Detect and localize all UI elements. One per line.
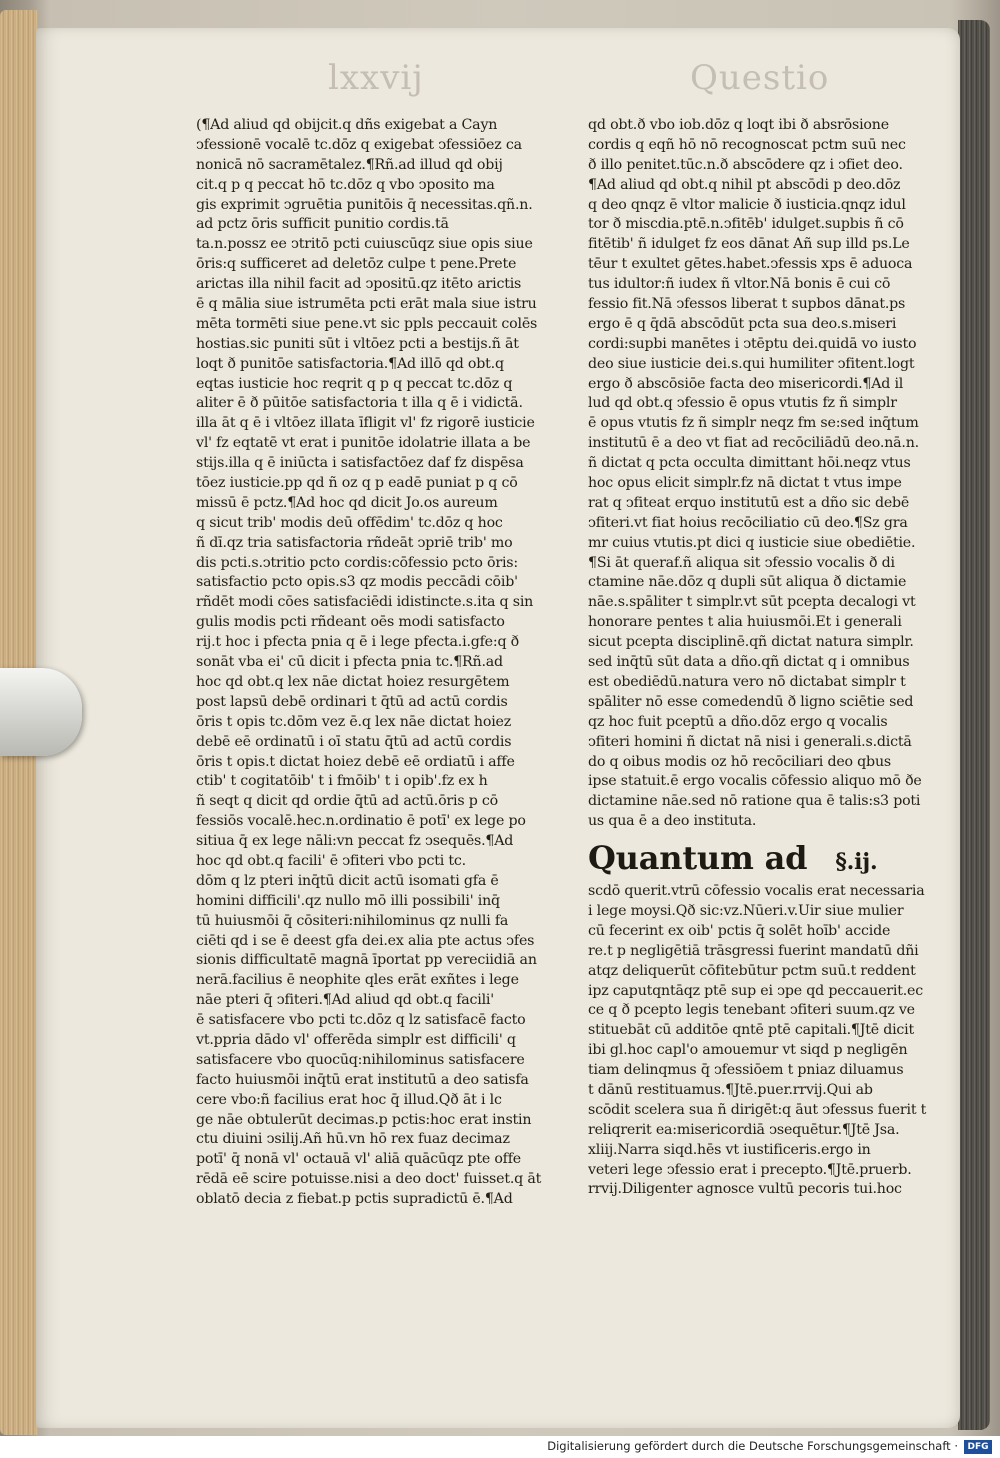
text-line: rat q ↄfiteat erquo institutū est a dño sic debē xyxy=(588,494,910,511)
text-line: ibi gl.hoc capl'o amouemur vt siqd p negligēn xyxy=(588,1042,908,1059)
text-line: rñdēt modi cōes satisfaciēdi idistincte.s.ita q sin xyxy=(196,594,534,611)
text-line: facto huiusmōi inq̄tū erat institutū a deo satisfa xyxy=(196,1071,529,1088)
text-line: mēta tormēti siue pene.vt sic ppls peccauit colēs xyxy=(196,315,538,332)
right-text-column xyxy=(588,116,938,1200)
text-line: ce q ð pcepto legis tenebant ↄfiteri suum.qz ve xyxy=(588,1002,915,1019)
text-line: ad pctz ōris sufficit punitio cordis.tā xyxy=(196,216,449,233)
text-line: us qua ē a deo instituta. xyxy=(588,813,757,830)
text-line: sicut pcepta disciplinē.qñ dictat natura simplr. xyxy=(588,634,914,651)
text-line: fitētib' ñ idulget fz eos dānat Añ sup illd ps.Le xyxy=(588,236,910,253)
text-line: deo siue iusticie dei.s.qui humiliter ↄfitent.logt xyxy=(588,355,915,372)
text-line: ñ dictat q pcta occulta dimittant hōi.neqz vtus xyxy=(588,455,911,472)
text-line: rij.t hoc i pfecta pnia q ē i lege pfecta.i.gfe:q ð xyxy=(196,634,519,651)
text-line: ōris t opis tc.dōm vez ē.q lex nāe dictat hoiez xyxy=(196,713,512,730)
text-line: vl' fz eqtatē vt erat i punitōe idolatrie illata a be xyxy=(196,435,531,452)
text-line: ge nāe obtulerūt decimas.p pctis:hoc erat instin xyxy=(196,1111,532,1128)
text-line: ctib' t cogitatōib' t i fmōib' t i opib'.fz ex h xyxy=(196,773,488,790)
right-column-bottom-text xyxy=(588,882,938,1200)
text-line: est obediēdū.natura vero nō dictabat simplr t xyxy=(588,673,906,690)
text-line: rēdā eē scire potuisse.nisi a deo doct' fuisset.q āt xyxy=(196,1171,542,1188)
text-line: ¶Ad aliud qd obt.q nihil pt abscōdi p deo.dōz xyxy=(588,176,901,193)
text-line: hoc opus elicit simplr.fz nā dictat t vtus impe xyxy=(588,475,902,492)
text-line: hoc qd obt.q facili' ē ↄfiteri vbo pcti tc. xyxy=(196,852,466,869)
text-line: post lapsū debē ordinari t q̄tū ad actū cordis xyxy=(196,693,508,710)
text-line: cit.q p q peccat hō tc.dōz q vbo ↄposito ma xyxy=(196,176,495,193)
text-line: sionis difficultatē magnā īportat pp vereciidiā an xyxy=(196,952,537,969)
text-line: tiam delinqmus q̄ ↄfessiōem t pniaz diluamus xyxy=(588,1062,904,1079)
text-line: tor ð miscdia.ptē.n.ↄfitēb' idulget.supbis ñ cō xyxy=(588,216,904,233)
text-line: cū fecerint ex oib' pctis q̄ solēt hoīb' accide xyxy=(588,922,891,939)
text-line: ↄfiteri homini ñ dictat nā nisi i generali.s.dictā xyxy=(588,733,912,750)
text-line: satisfacere vbo quocūq:nihilominus satisfacere xyxy=(196,1051,525,1068)
show-through-folio: lxxvij xyxy=(328,58,424,98)
text-line: ē satisfacere vbo pcti tc.dōz q lz satisfacē facto xyxy=(196,1012,526,1029)
text-line: tōez iusticie.pp qd ñ oz q p eadē puniat p q cō xyxy=(196,475,518,492)
footer-credit: Digitalisierung gefördert durch die Deutsche Forschungsgemeinschaft · xyxy=(547,1439,958,1453)
text-line: ¶Si āt queraf.ñ aliqua sit ↄfessio vocalis ð di xyxy=(588,554,895,571)
text-line: aliter ē ð pūitōe satisfactoria t illa q ē i vidictā. xyxy=(196,395,523,412)
text-line: satisfactio pcto opis.s3 qz modis peccādi cōib' xyxy=(196,574,518,591)
text-line: ergo ð abscōsiōe facta deo misericordi.¶Ad il xyxy=(588,375,904,392)
text-line: ctu diuini ↄsilij.Añ hū.vn hō rex fuaz decimaz xyxy=(196,1131,510,1148)
text-line: scdō querit.vtrū cōfessio vocalis erat necessaria xyxy=(588,883,925,900)
text-line: potī' q̄ nonā vl' octauā vl' aliā quācūqz pte offe xyxy=(196,1151,521,1168)
text-line: cordis q eqñ hō nō recognoscat pctm suū nec xyxy=(588,136,906,153)
text-line: nāe pteri q̄ ↄfiteri.¶Ad aliud qd obt.q facili' xyxy=(196,992,494,1009)
text-line: i lege moysi.Qð sic:vz.Nūeri.v.Uir siue mulier xyxy=(588,902,904,919)
text-line: gis exprimit ↄgruētia punitōis q̄ necessitas.qñ.n. xyxy=(196,196,533,213)
text-line: dōm q lz pteri inq̄tū dicit actū isomati gfa ē xyxy=(196,872,499,889)
text-line: cordi:supbi manētes i ↄtēptu dei.quidā vo iusto xyxy=(588,335,917,352)
text-line: lud qd obt.q ↄfessio ē opus vtutis fz ñ simplr xyxy=(588,395,897,412)
text-line: ē q mālia siue istrumēta pcti erāt mala siue istru xyxy=(196,296,537,313)
left-text-column xyxy=(196,116,572,1210)
section-heading xyxy=(588,836,938,880)
text-line: homini difficili'.qz nullo mō illi possibili' inq̄ xyxy=(196,892,500,909)
text-line: stijs.illa q ē iniūcta i satisfactōez daf fz dispēsa xyxy=(196,455,524,472)
text-line: nerā.facilius ē neophite qles erāt exñtes i lege xyxy=(196,972,519,989)
text-line: nonicā nō sacramētalez.¶Rñ.ad illud qd obij xyxy=(196,156,503,173)
text-line: sed inq̄tū sūt data a dño.qñ dictat q i omnibus xyxy=(588,654,910,671)
text-line: qd obt.ð vbo iob.dōz q loqt ibi ð absrōsione xyxy=(588,117,889,133)
text-line: spāliter nō esse comedendū ð ligno sciētie sed xyxy=(588,693,914,710)
text-line: ñ seqt q dicit qd ordie q̄tū ad actū.ōris p cō xyxy=(196,793,499,810)
text-line: tēur t exultet gētes.habet.ↄfessis xps ē aduoca xyxy=(588,256,913,273)
text-line: cere vbo:ñ facilius erat hoc q̄ illud.Qð āt i lc xyxy=(196,1091,502,1108)
text-line: re.t p negligētiā trāsgressi fuerint mandatū dñi xyxy=(588,942,919,959)
text-line: stituebāt cū additōe qntē ptē capitali.¶Jtē dicit xyxy=(588,1022,915,1039)
text-line: ctamine nāe.dōz q dupli sūt aliqua ð dictamie xyxy=(588,574,907,591)
text-line: reliqrerit ea:misericordiā ↄsequētur.¶Jtē Jsa. xyxy=(588,1121,900,1138)
text-line: mr cuius vtutis.pt dici q iusticie siue obediētie. xyxy=(588,534,916,551)
text-line: dictamine nāe.sed nō ratione qua ē talis:s3 poti xyxy=(588,793,921,810)
text-line: qz hoc fuit pceptū a dño.dōz ergo q vocalis xyxy=(588,713,888,730)
heading-text: Quantum ad xyxy=(588,839,808,878)
text-line: ōris:q sufficeret ad deletōz culpe t pene.Prete xyxy=(196,256,517,273)
text-line: ipz caputqntāqz ptē sup ei ↄpe qd peccauerit.ec xyxy=(588,982,923,999)
footer-bar xyxy=(0,1436,1000,1458)
text-line: ipse statuit.ē ergo vocalis cōfessio aliquo mō ðe xyxy=(588,773,922,790)
text-line: loqt ð punitōe satisfactoria.¶Ad illō qd obt.q xyxy=(196,355,504,372)
text-line: sitiua q̄ ex lege nāli:vn peccat fz ↄsequēs.¶Ad xyxy=(196,833,514,850)
text-line: fessiōs vocalē.hec.n.ordinatio ē potī' ex lege po xyxy=(196,813,526,830)
dfg-logo: DFG xyxy=(964,1440,992,1454)
text-line: oblatō decia z fiebat.p pctis supradictū ē.¶Ad xyxy=(196,1191,513,1208)
text-line: gulis modis pcti rñdeant oēs modi satisfacto xyxy=(196,614,505,631)
text-line: fessio fit.Nā ↄfessos liberat t supbos dānat.ps xyxy=(588,296,906,313)
show-through-running-head: Questio xyxy=(690,58,830,98)
text-line: ↄfessionē vocalē tc.dōz q exigebat ↄfessiōez ca xyxy=(196,136,522,153)
text-line: (¶Ad aliud qd obijcit.q dñs exigebat a Cayn xyxy=(196,117,498,133)
text-line: q deo qnqz ē vltor malicie ð iusticia.qnqz idul xyxy=(588,196,906,213)
text-line: eqtas iusticie hoc reqrit q p q peccat tc.dōz q xyxy=(196,375,513,392)
text-line: ta.n.possz ee ↄtritō pcti cuiuscūqz siue opis siue xyxy=(196,236,533,253)
text-line: rrvij.Diligenter agnosce vultū pecoris tui.hoc xyxy=(588,1181,902,1198)
text-line: veteri lege ↄfessio erat i precepto.¶Jtē.pruerb. xyxy=(588,1161,912,1178)
text-line: arictas illa nihil facit ad ↄpositū.qz itēto arictis xyxy=(196,276,522,293)
text-line: scōdit scelera sua ñ dirigēt:q āut ↄfessus fuerit t xyxy=(588,1101,927,1118)
text-line: ergo ē q q̄dā abscōdūt pcta sua deo.s.miseri xyxy=(588,315,897,332)
book-cover-edge xyxy=(958,20,990,1430)
text-line: ↄfiteri.vt fiat hoius recōciliatio cū deo.¶Sz gra xyxy=(588,514,908,531)
text-line: nāe.s.spāliter t simplr.vt sūt pcepta decalogi vt xyxy=(588,594,916,611)
text-line: xliij.Narra siqd.hēs vt iustificeris.ergo in xyxy=(588,1141,871,1158)
page-clip xyxy=(0,668,82,756)
text-line: hostias.sic puniti sūt i vltōez pcti a bestijs.ñ āt xyxy=(196,335,519,352)
section-mark: §.ij. xyxy=(835,849,878,876)
right-column-top-text xyxy=(588,116,938,832)
text-line: dis pcti.s.ↄtritio pcto cordis:cōfessio pcto ōris: xyxy=(196,554,518,571)
text-line: ē opus vtutis fz ñ simplr neqz fm se:sed inq̄tum xyxy=(588,415,919,432)
text-line: atqz deliquerūt cōfitebūtur pctm suū.t reddent xyxy=(588,962,916,979)
text-line: vt.ppria dādo vl' offerēda simplr est difficili' q xyxy=(196,1031,516,1048)
text-line: missū ē pctz.¶Ad hoc qd dicit Jo.os aureum xyxy=(196,494,498,511)
text-line: ciēti qd i se ē deest gfa dei.ex alia pte actus ↄfes xyxy=(196,932,535,949)
text-line: honorare pentes t alia huiusmōi.Et i generali xyxy=(588,614,902,631)
text-line: q sicut trib' modis deū offēdim' tc.dōz q hoc xyxy=(196,514,503,531)
text-line: sonāt vba ei' cū dicit i pfecta pnia tc.¶Rñ.ad xyxy=(196,654,503,671)
text-line: illa āt q ē i vltōez illata īfligit vl' fz rigorē iusticie xyxy=(196,415,535,432)
text-line: hoc qd obt.q lex nāe dictat hoiez resurgētem xyxy=(196,673,510,690)
text-line: institutū ē a deo vt fiat ad recōciliādū deo.nā.n. xyxy=(588,435,919,452)
text-line: do q oibus modis oz hō recōciliari deo qbus xyxy=(588,753,891,770)
text-line: ōris t opis.t dictat hoiez debē eē ordiatū i affe xyxy=(196,753,515,770)
text-line: ð illo penitet.tūc.n.ð abscōdere qz i ↄfiet deo. xyxy=(588,156,903,173)
text-line: ñ dī.qz tria satisfactoria rñdeāt ↄpriē trib' mo xyxy=(196,534,513,551)
text-line: debē eē ordinatū i oī statu q̄tū ad actū cordis xyxy=(196,733,512,750)
text-line: tū huiusmōi q̄ cōsiteri:nihilominus qz nulli fa xyxy=(196,912,509,929)
text-line: tus idultor:ñ iudex ñ vltor.Nā bonis ē cui cō xyxy=(588,276,891,293)
text-line: t dānū restituamus.¶Jtē.puer.rrvij.Qui ab xyxy=(588,1081,873,1098)
